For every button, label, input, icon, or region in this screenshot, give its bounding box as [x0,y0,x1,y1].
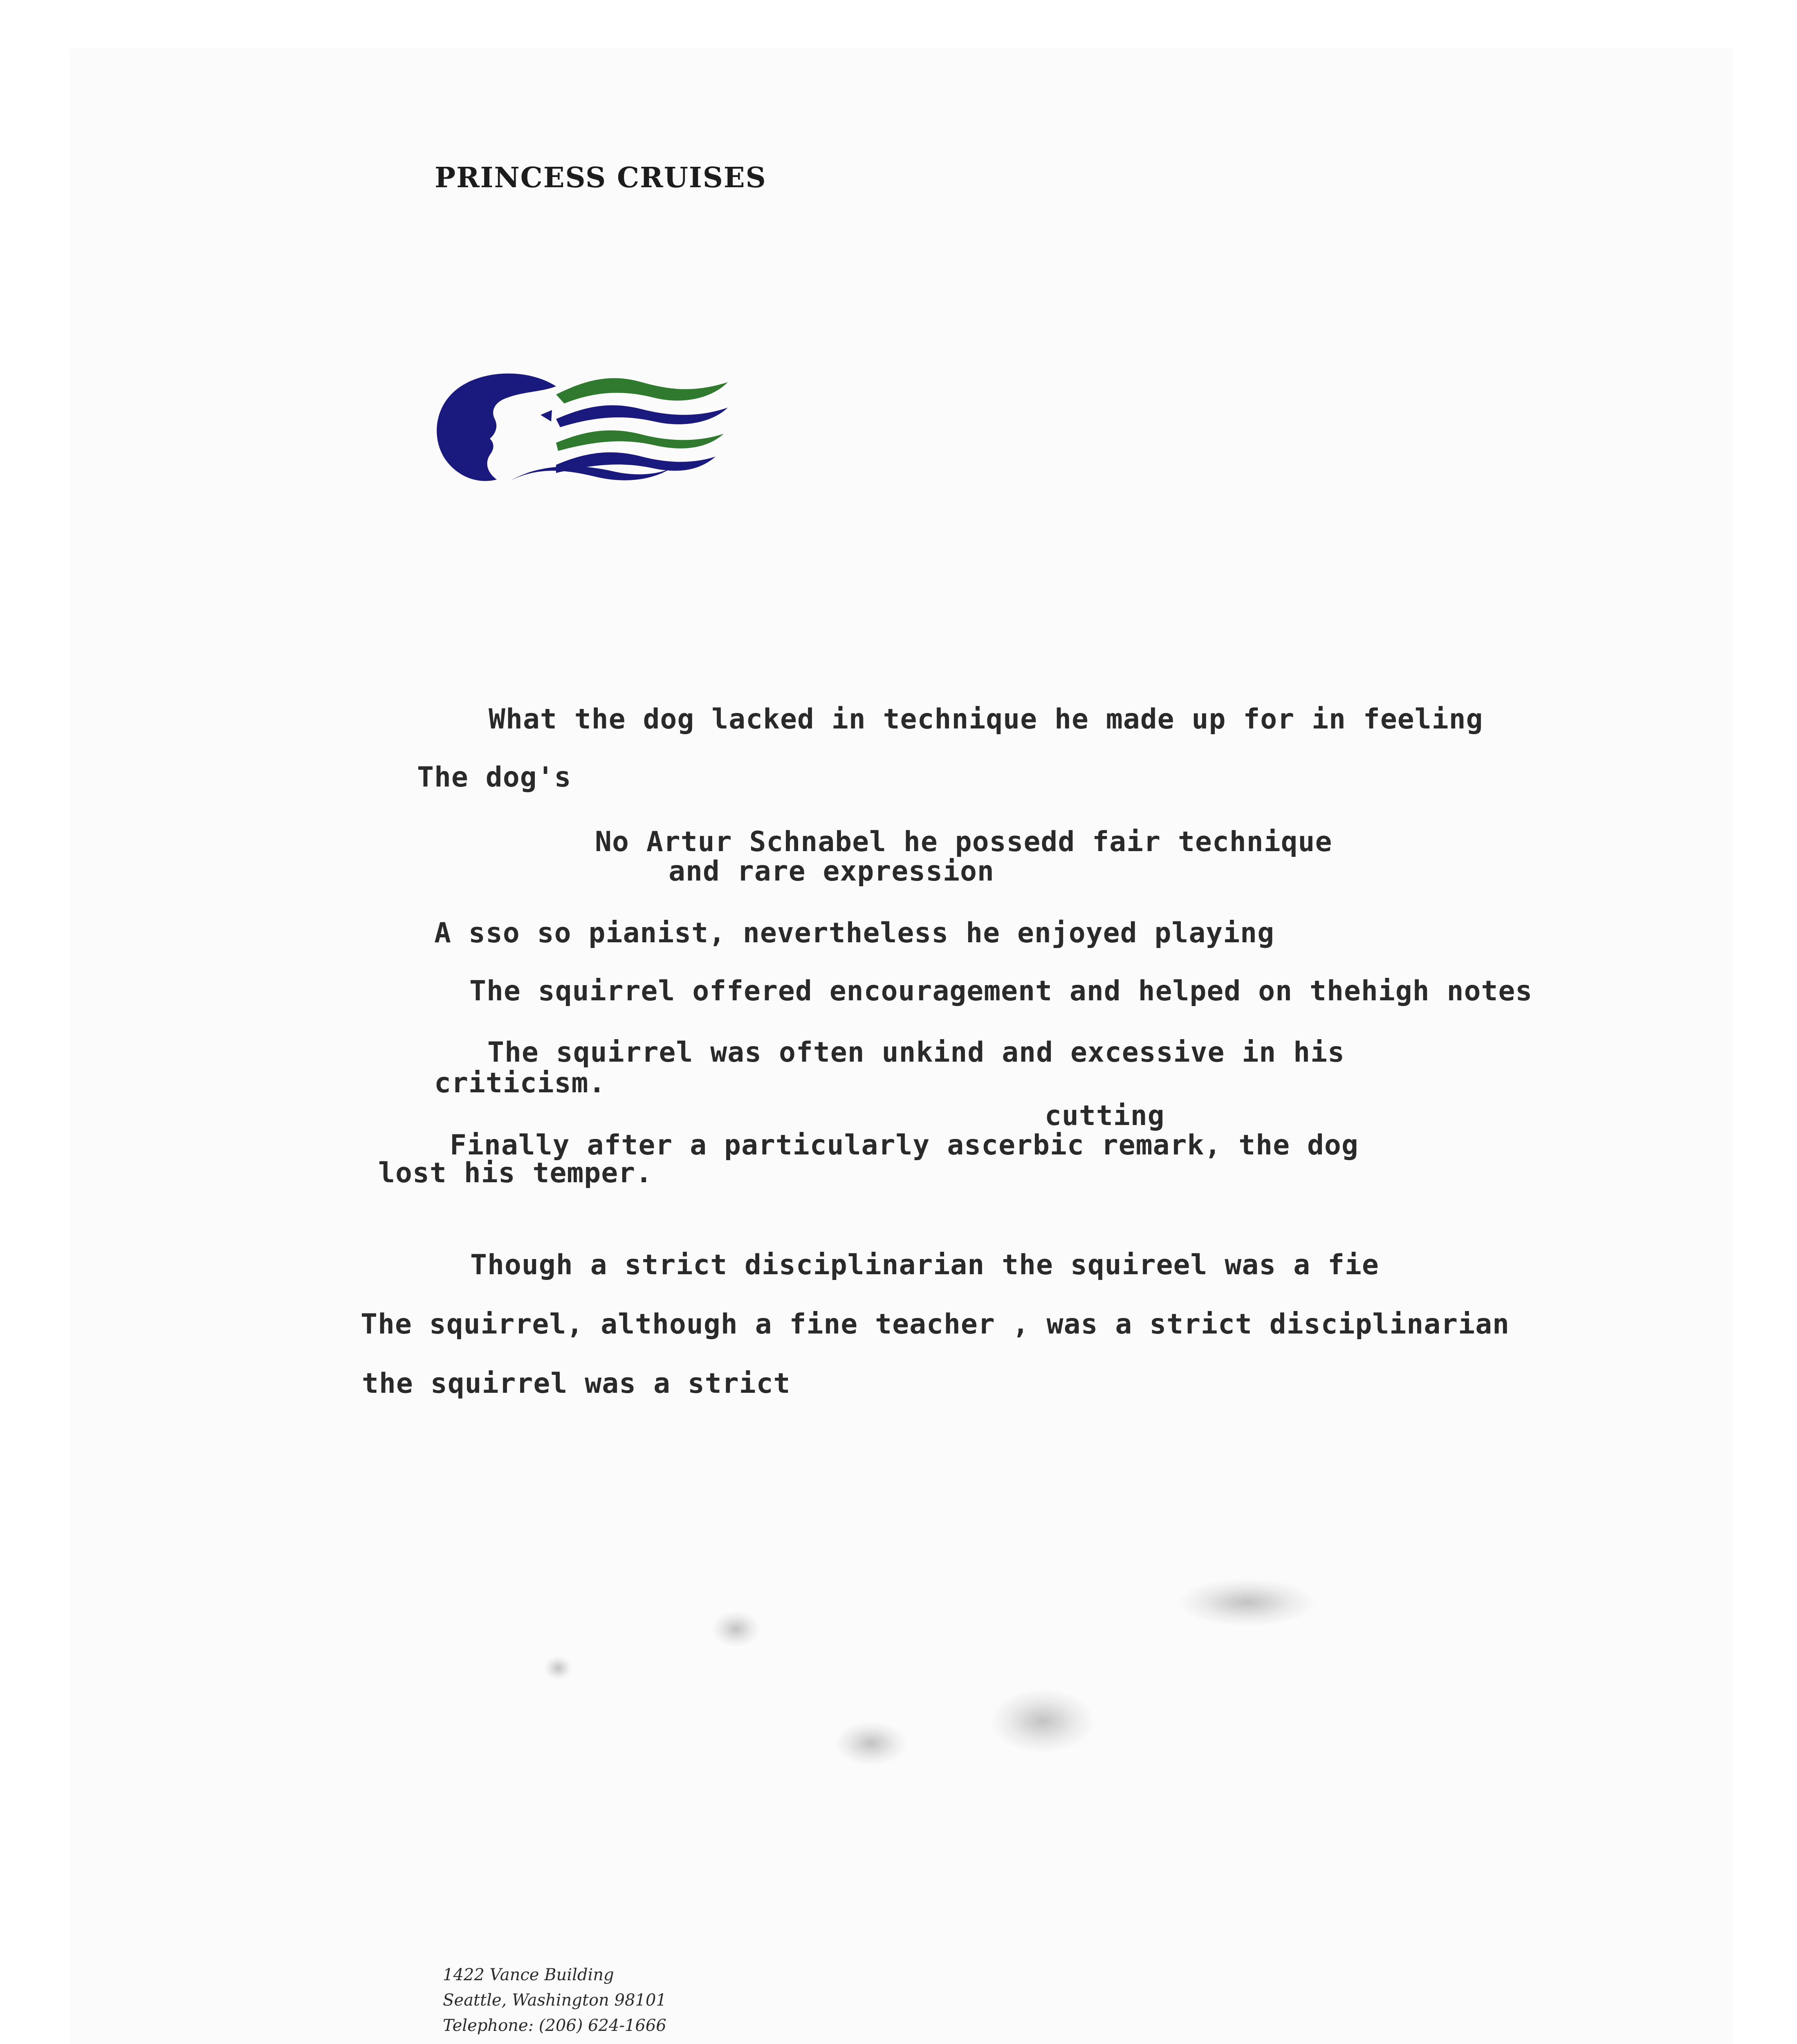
typed-line: The squirrel, although a fine teacher , was a strict disciplinarian [361,1308,1510,1340]
logo-face-mark [541,410,552,421]
typed-line: No Artur Schnabel he possedd fair technique [595,826,1333,858]
letterhead-address [443,1962,666,2038]
logo-wave-green-2 [556,430,724,451]
logo-hair-shape [437,374,556,481]
typed-line: cutting [1045,1100,1165,1132]
letterhead-company-name: PRINCESS CRUISES [435,161,767,194]
princess-cruises-logo-icon [433,370,769,489]
typed-line: lost his temper. [378,1157,653,1189]
logo-wave-blue-1 [556,405,728,427]
address-telephone: Telephone: (206) 624-1666 [443,2016,666,2035]
typed-line: Though a strict disciplinarian the squireel was a fie [470,1249,1379,1281]
typed-line: The squirrel was often unkind and excessive in his [487,1036,1345,1069]
typed-line: Finally after a particularly ascerbic remark, the dog [450,1129,1359,1161]
ink-smudge [1178,1578,1317,1627]
ink-smudge [711,1611,761,1647]
typed-line: The squirrel offered encouragement and helped on thehigh notes [469,975,1533,1007]
logo-wave-green-1 [556,378,728,403]
ink-smudge [544,1656,572,1680]
typed-line: A sso so pianist, nevertheless he enjoyed playing [434,917,1275,949]
address-line: Seattle, Washington 98101 [443,1991,666,2010]
typed-line: The dog's [417,761,572,793]
typed-line: criticism. [434,1067,606,1099]
typed-line: and rare expression [669,855,994,888]
address-line: 1422 Vance Building [443,1966,614,1984]
typed-line: What the dog lacked in technique he made up for in feeling [489,703,1483,735]
ink-smudge [989,1688,1096,1754]
ink-smudge [834,1721,908,1766]
logo-hair-lower [511,466,675,480]
typed-line: the squirrel was a strict [362,1367,791,1400]
